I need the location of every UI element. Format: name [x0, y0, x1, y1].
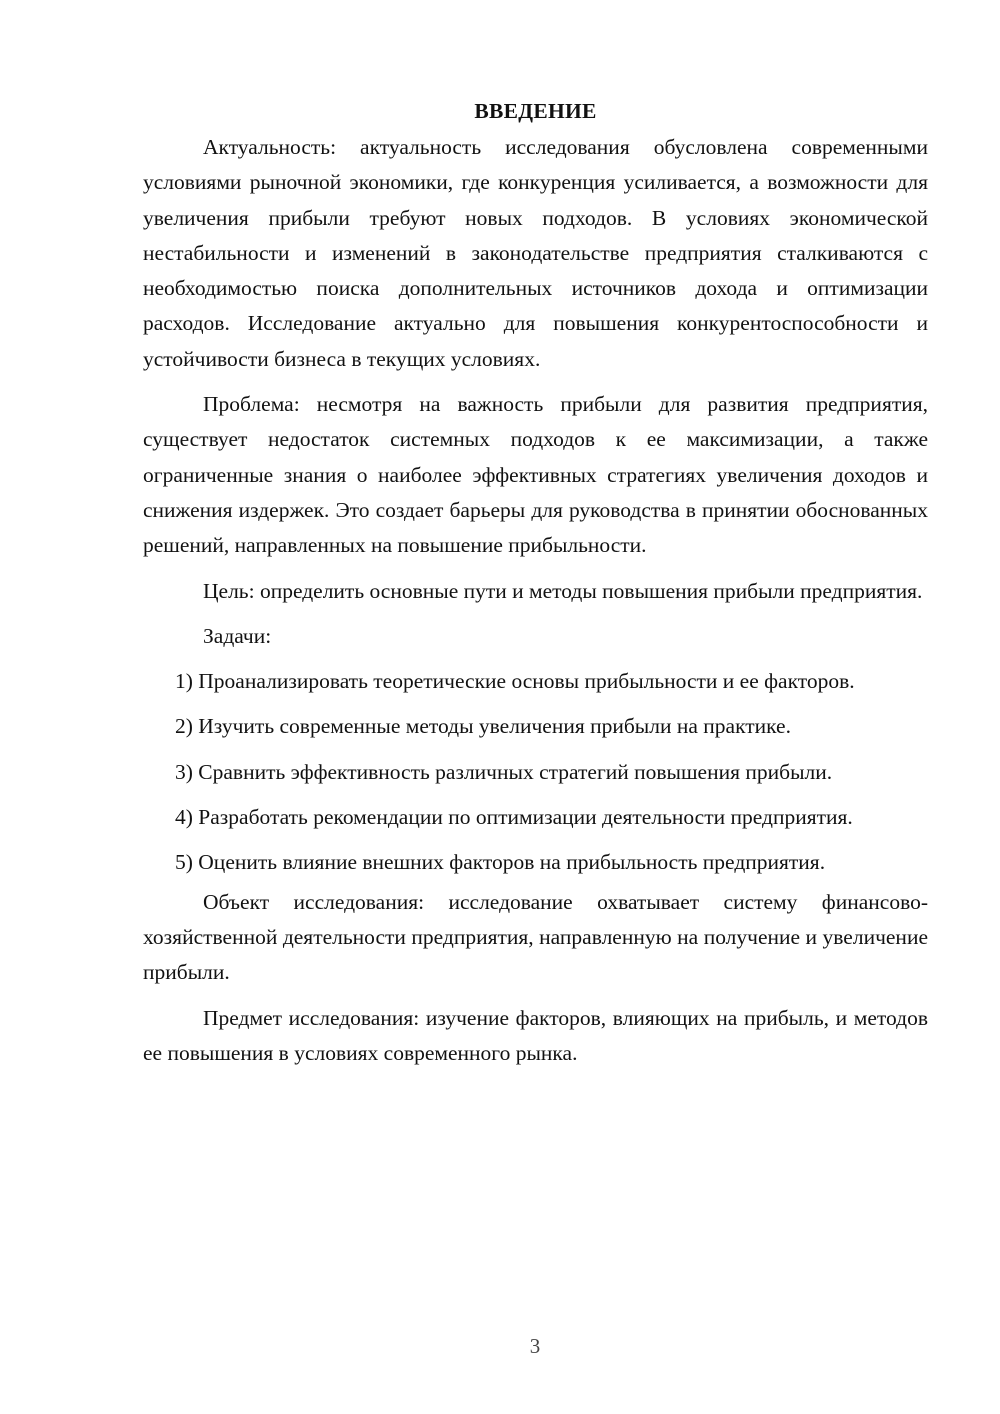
- paragraph-subject: Предмет исследования: изучение факторов, влияющих на прибыль, и методов ее повышения в условиях современного рынка.: [143, 1005, 928, 1065]
- tasks-heading: Задачи:: [203, 623, 272, 648]
- task-item-3: 3) Сравнить эффективность различных стратегий повышения прибыли.: [175, 759, 833, 784]
- task-item-4: 4) Разработать рекомендации по оптимизации деятельности предприятия.: [175, 805, 853, 830]
- section-heading: ВВЕДЕНИЕ: [474, 99, 597, 123]
- page-number: 3: [529, 1334, 541, 1358]
- paragraph-relevance: Актуальность: актуальность исследования обусловлена современными условиями рыночной экономики, где конкуренция усиливается, а возможности для увеличения прибыли требуют новых подходов. В условиях экономической нестабильности и изменений в законодательстве предприятия сталкиваются с необходимостью поиска дополнительных источников дохода и оптимизации расходов. Исследование актуально для повышения конкурентоспособности и устойчивости бизнеса в текущих условиях.: [143, 135, 928, 371]
- paragraph-problem: Проблема: несмотря на важность прибыли для развития предприятия, существует недостаток системных подходов к ее максимизации, а также ограниченные знания о наиболее эффективных стратегиях увеличения доходов и снижения издержек. Это создает барьеры для руководства в принятии обоснованных решений, направленных на повышение прибыльности.: [143, 392, 928, 558]
- paragraph-goal: Цель: определить основные пути и методы повышения прибыли предприятия.: [203, 578, 923, 603]
- task-item-2: 2) Изучить современные методы увеличения прибыли на практике.: [175, 714, 791, 739]
- paragraph-object: Объект исследования: исследование охватывает систему финансово-хозяйственной деятельности предприятия, направленную на получение и увеличение прибыли.: [143, 889, 928, 985]
- task-item-5: 5) Оценить влияние внешних факторов на прибыльность предприятия.: [175, 850, 826, 875]
- task-item-1: 1) Проанализировать теоретические основы прибыльности и ее факторов.: [175, 669, 855, 694]
- document-page: [143, 96, 928, 1071]
